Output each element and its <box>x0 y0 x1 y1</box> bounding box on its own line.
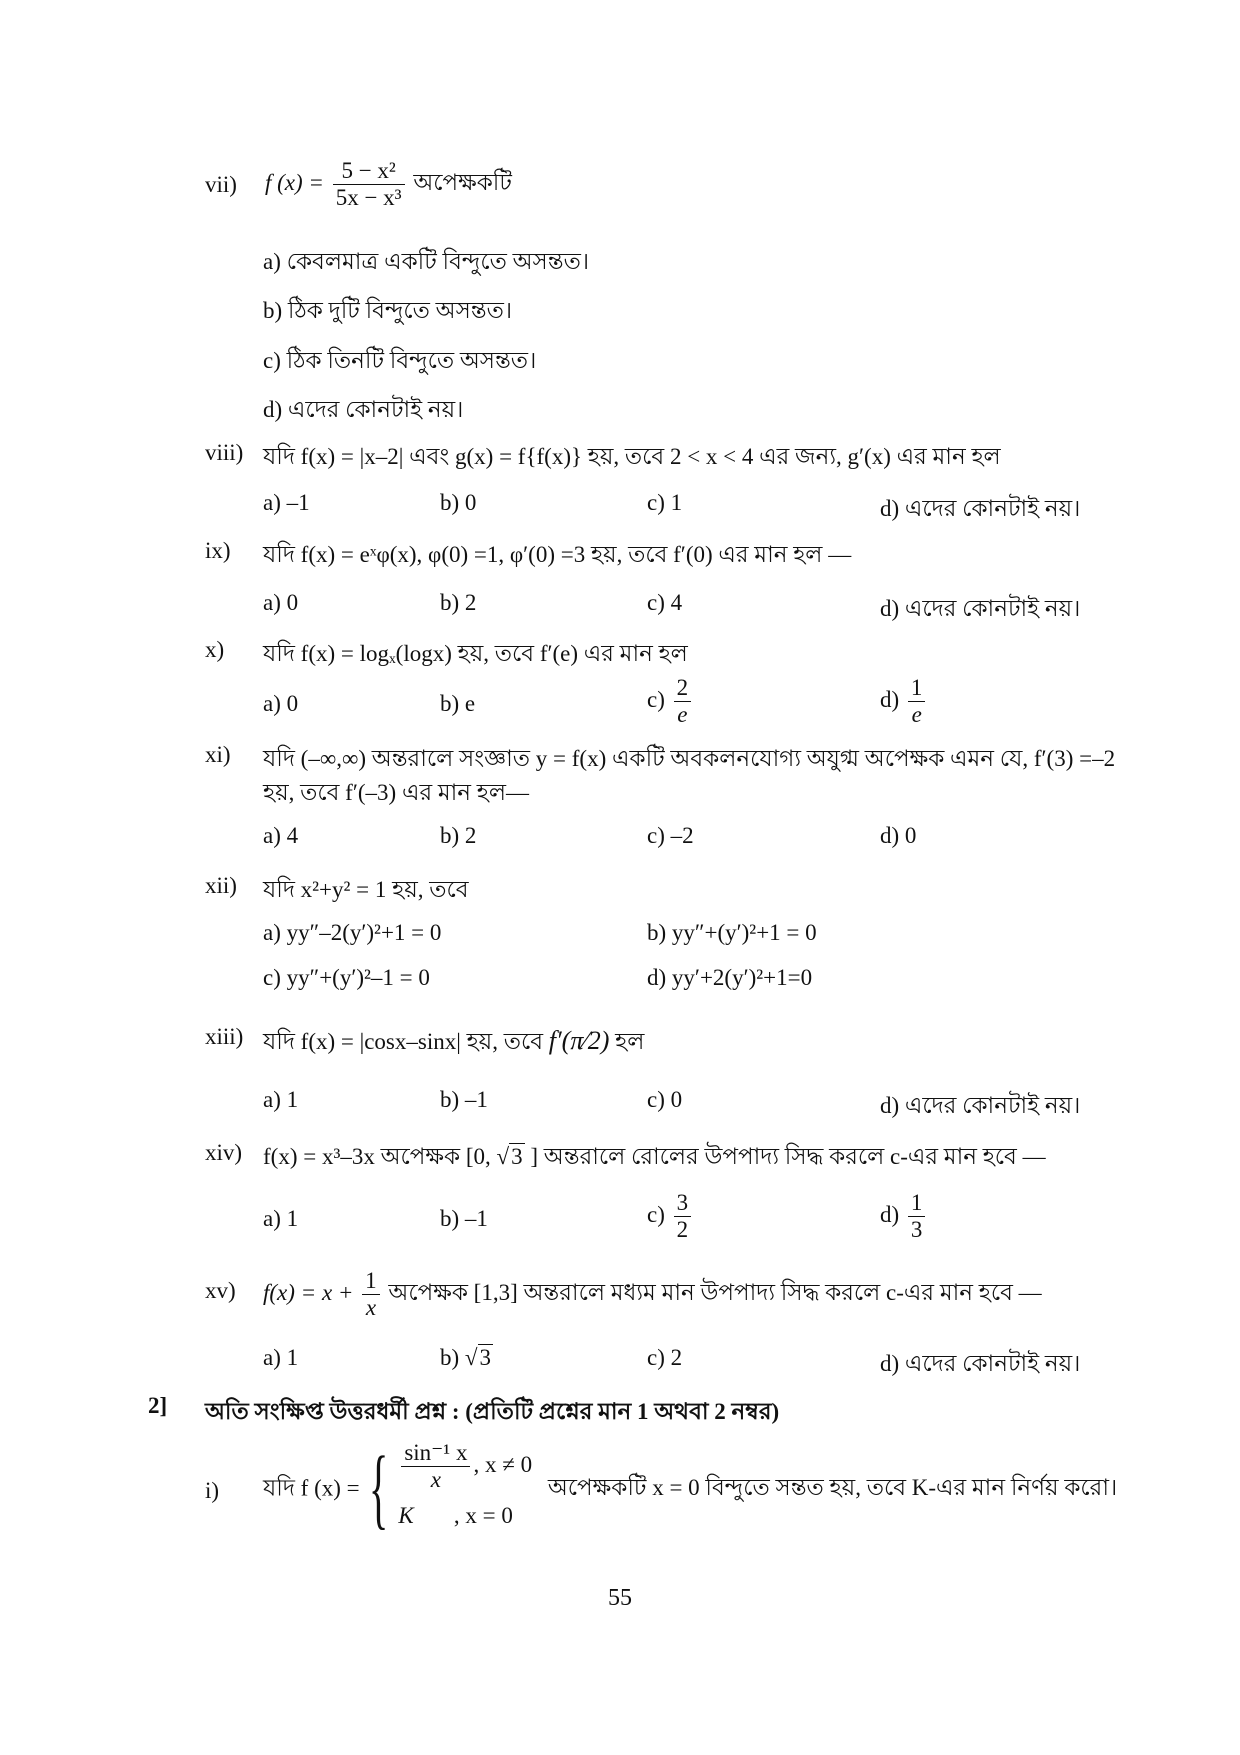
options-row <box>263 490 1123 524</box>
option-c: c) 0 <box>647 1087 683 1112</box>
question-text: f(x) = x³–3x অপেক্ষক [0, √3 ] অন্তরালে রোলের উপপাদ্য সিদ্ধ করলে c-এর মান হবে — <box>263 1144 1046 1169</box>
option-a: a) 0 <box>263 691 299 716</box>
fraction: $\frac{1}{3}$ <box>908 1190 926 1244</box>
option-d: d) এদের কোনটাই নয়। <box>880 1093 1081 1118</box>
question-text: যদি f(x) = |cosx–sinx| হয়, তবে f′(π⁄2) হল <box>263 1026 645 1055</box>
question-number: x) <box>205 637 225 662</box>
question-text: যদি f(x) = eˣφ(x), φ(0) =1, φ′(0) =3 হয়, তবে f′(0) এর মান হল — <box>263 542 852 567</box>
question-viii <box>205 440 1125 474</box>
left-brace: { <box>369 1438 389 1538</box>
question-xii <box>205 873 1125 907</box>
option-d: d) 0 <box>880 823 917 848</box>
question-number: vii) <box>205 172 237 197</box>
option-d: d) এদের কোনটাই নয়। <box>880 496 1081 521</box>
section-title: অতি সংক্ষিপ্ত উত্তরধর্মী প্রশ্ন : (প্রতিটি প্রশ্নের মান 1 অথবা 2 নম্বর) <box>205 1399 780 1424</box>
question-number: xi) <box>205 742 231 767</box>
option-d: d) $\frac{1}{3}$ <box>880 1190 928 1244</box>
question-text: f(x) = x + $\frac{1}{x}$ অপেক্ষক [1,3] অন্তরালে মধ্যম মান উপপাদ্য সিদ্ধ করলে c-এর মান হবে — <box>263 1268 1042 1321</box>
option-c: c) yy″+(y′)²–1 = 0 <box>263 965 430 990</box>
question-number: xiv) <box>205 1140 243 1165</box>
question-text: যদি f (x) = { $\frac{\text{sin⁻¹ x}}{x}$ , x ≠ 0 K , x = 0 অপেক্ষকটি x = 0 বিন্দুতে সন্তত হয়, তবে K-এর মান নির্ণয় করো। <box>263 1438 1118 1538</box>
question-vii <box>205 158 1125 232</box>
case-2: K , x = 0 <box>398 1502 513 1528</box>
option-d: d) এদের কোনটাই নয়। <box>880 596 1081 621</box>
options-row <box>263 1190 1123 1250</box>
option-d: d) এদের কোনটাই নয়। <box>880 1351 1081 1376</box>
question-xi <box>205 742 1125 812</box>
option-c: c) –2 <box>647 823 694 848</box>
question-2-i <box>205 1440 1125 1540</box>
question-ix <box>205 538 1125 572</box>
question-text: যদি x²+y² = 1 হয়, তবে <box>263 877 469 902</box>
question-text-line1: যদি (–∞,∞) অন্তরালে সংজ্ঞাত y = f(x) একটি অবকলনযোগ্য অযুগ্ম অপেক্ষক এমন যে, f′(3) =–2 <box>263 746 1116 771</box>
option-c: c) ঠিক তিনটি বিন্দুতে অসন্তত। <box>263 348 537 373</box>
question-xiv <box>205 1140 1125 1174</box>
case-1: $\frac{\text{sin⁻¹ x}}{x}$ , x ≠ 0 <box>398 1440 532 1494</box>
options-row <box>263 920 1123 954</box>
options-row <box>263 1087 1123 1121</box>
option-b: b) e <box>440 691 476 716</box>
option-a: a) 1 <box>263 1345 299 1370</box>
piecewise-cases <box>398 1440 532 1538</box>
page-number: 55 <box>608 1585 632 1611</box>
question-number: i) <box>205 1478 220 1503</box>
fraction: $\frac{3}{2}$ <box>674 1190 692 1244</box>
sqrt-value: 3 <box>511 1144 523 1169</box>
question-number: xiii) <box>205 1024 244 1049</box>
question-text: যদি f(x) = logₓ(logx) হয়, তবে f′(e) এর মান হল <box>263 641 688 666</box>
options-row <box>263 675 1123 735</box>
option-a: a) yy″–2(y′)²+1 = 0 <box>263 920 442 945</box>
derivative-expression: f′(π⁄2) <box>548 1026 610 1055</box>
options-row <box>263 590 1123 624</box>
question-number: ix) <box>205 538 231 563</box>
fraction: $\frac{1}{x}$ <box>362 1268 380 1322</box>
option-c: c) $\frac{3}{2}$ <box>647 1190 694 1244</box>
options-row <box>263 965 1123 999</box>
option-a: a) 1 <box>263 1206 299 1231</box>
option-b: b) 2 <box>440 823 477 848</box>
option-b: b) yy″+(y′)²+1 = 0 <box>647 920 817 945</box>
option-b: b) –1 <box>440 1087 488 1112</box>
option-a: a) 4 <box>263 823 299 848</box>
option-b: b) 2 <box>440 590 477 615</box>
question-text: f (x) = $\frac{\text{5 − x²}}{\text{5x − x³}}$ অপেক্ষকটি <box>265 158 512 211</box>
options-row <box>263 823 1123 857</box>
option-c: c) 4 <box>647 590 683 615</box>
question-xiii <box>205 1024 1125 1064</box>
option-d: d) $\frac{1}{e}$ <box>880 675 928 729</box>
option-c: c) $\frac{2}{e}$ <box>647 675 694 729</box>
options-row <box>263 1345 1123 1379</box>
question-number: xii) <box>205 873 237 898</box>
function-lhs: f (x) = <box>265 170 324 196</box>
option-d: d) yy′+2(y′)²+1=0 <box>647 965 813 990</box>
question-x <box>205 637 1125 671</box>
fraction: $\frac{1}{e}$ <box>908 675 926 729</box>
question-number: viii) <box>205 440 244 465</box>
option-d: d) এদের কোনটাই নয়। <box>263 397 464 422</box>
option-a: a) কেবলমাত্র একটি বিন্দুতে অসন্তত। <box>263 249 590 274</box>
question-text-line2: হয়, তবে f′(–3) এর মান হল— <box>263 780 529 805</box>
question-xv <box>205 1268 1125 1328</box>
question-text: যদি f(x) = |x–2| এবং g(x) = f{f(x)} হয়, তবে 2 < x < 4 এর জন্য, g′(x) এর মান হল <box>263 444 1001 469</box>
option-c: c) 2 <box>647 1345 683 1370</box>
fraction: $\frac{2}{e}$ <box>674 675 692 729</box>
fraction: $\frac{\text{5 − x²}}{\text{5x − x³}}$ <box>333 158 405 212</box>
question-number: xv) <box>205 1278 236 1303</box>
option-b: b) 0 <box>440 490 477 515</box>
option-b: b) ঠিক দুটি বিন্দুতে অসন্তত। <box>263 298 513 323</box>
option-b: b) –1 <box>440 1206 488 1231</box>
option-a: a) –1 <box>263 490 310 515</box>
option-a: a) 1 <box>263 1087 299 1112</box>
option-a: a) 0 <box>263 590 299 615</box>
section-number: 2] <box>148 1393 168 1418</box>
option-b: b) √3 <box>440 1345 492 1370</box>
option-c: c) 1 <box>647 490 683 515</box>
